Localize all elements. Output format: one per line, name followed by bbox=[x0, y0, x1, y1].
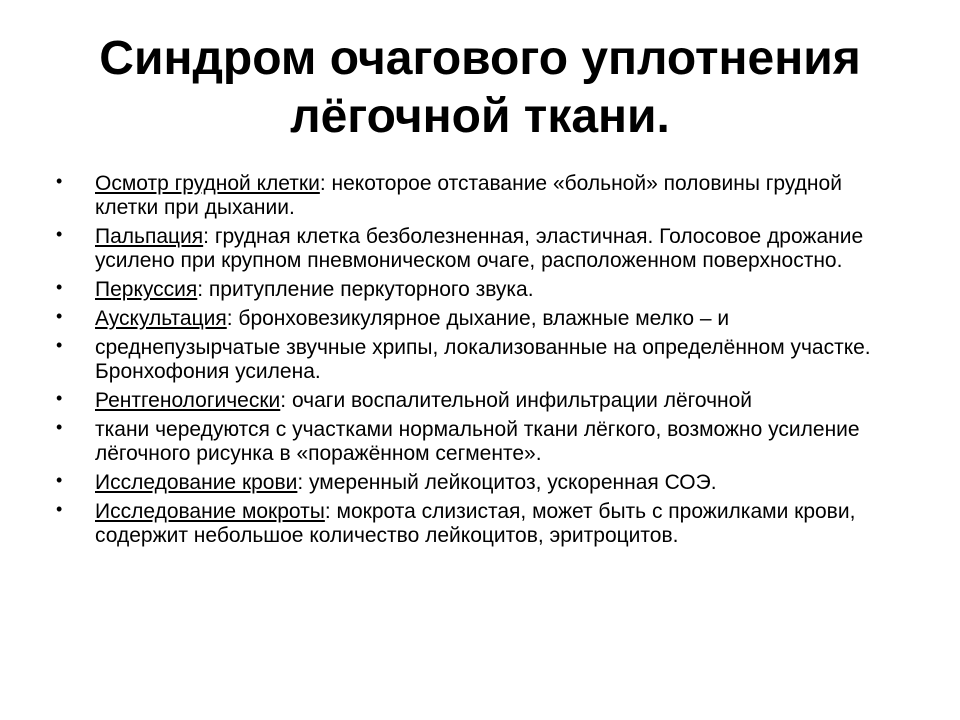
list-item bbox=[56, 418, 906, 466]
bullet-text: : притупление перкуторного звука. bbox=[197, 278, 534, 301]
bullet-text: ткани чередуются с участками нормальной ткани лёгкого, возможно усиление лёгочного рисунка в «поражённом сегменте». bbox=[95, 418, 860, 465]
bullet-icon: • bbox=[56, 499, 63, 519]
bullet-text: : мокрота слизистая, может быть с прожилками крови, содержит небольшое количество лейкоцитов, эритроцитов. bbox=[95, 500, 856, 547]
slide-title-line-2: лёгочной ткани. bbox=[290, 90, 670, 143]
slide-title bbox=[40, 30, 920, 146]
bullet-text: : грудная клетка безболезненная, эластичная. Голосовое дрожание усилено при крупном пневмоническом очаге, расположенном поверхностно. bbox=[95, 225, 864, 272]
bullet-list bbox=[56, 172, 906, 553]
bullet-term: Пальпация bbox=[95, 225, 204, 248]
bullet-text: : бронховезикулярное дыхание, влажные мелко – и bbox=[226, 307, 730, 330]
bullet-term: Исследование мокроты bbox=[95, 500, 325, 523]
list-item bbox=[56, 307, 906, 331]
bullet-icon: • bbox=[56, 277, 63, 297]
bullet-term: Аускультация bbox=[95, 307, 227, 330]
bullet-text: : умеренный лейкоцитоз, ускоренная СОЭ. bbox=[297, 471, 717, 494]
list-item bbox=[56, 389, 906, 413]
list-item bbox=[56, 172, 906, 220]
list-item bbox=[56, 471, 906, 495]
list-item bbox=[56, 336, 906, 384]
bullet-icon: • bbox=[56, 171, 63, 191]
bullet-text: : очаги воспалительной инфильтрации лёгочной bbox=[280, 389, 753, 412]
bullet-icon: • bbox=[56, 335, 63, 355]
slide-title-line-1: Синдром очагового уплотнения bbox=[99, 32, 861, 85]
bullet-text: : некоторое отставание «больной» половины грудной клетки при дыхании. bbox=[95, 172, 842, 219]
bullet-term: Осмотр грудной клетки bbox=[95, 172, 320, 195]
bullet-term: Перкуссия bbox=[95, 278, 198, 301]
bullet-icon: • bbox=[56, 470, 63, 490]
bullet-icon: • bbox=[56, 224, 63, 244]
bullet-text: среднепузырчатые звучные хрипы, локализованные на определённом участке. Бронхофония усилена. bbox=[95, 336, 871, 383]
bullet-icon: • bbox=[56, 388, 63, 408]
list-item bbox=[56, 225, 906, 273]
list-item bbox=[56, 500, 906, 548]
bullet-term: Рентгенологически bbox=[95, 389, 281, 412]
bullet-term: Исследование крови bbox=[95, 471, 298, 494]
list-item bbox=[56, 278, 906, 302]
bullet-icon: • bbox=[56, 417, 63, 437]
bullet-icon: • bbox=[56, 306, 63, 326]
